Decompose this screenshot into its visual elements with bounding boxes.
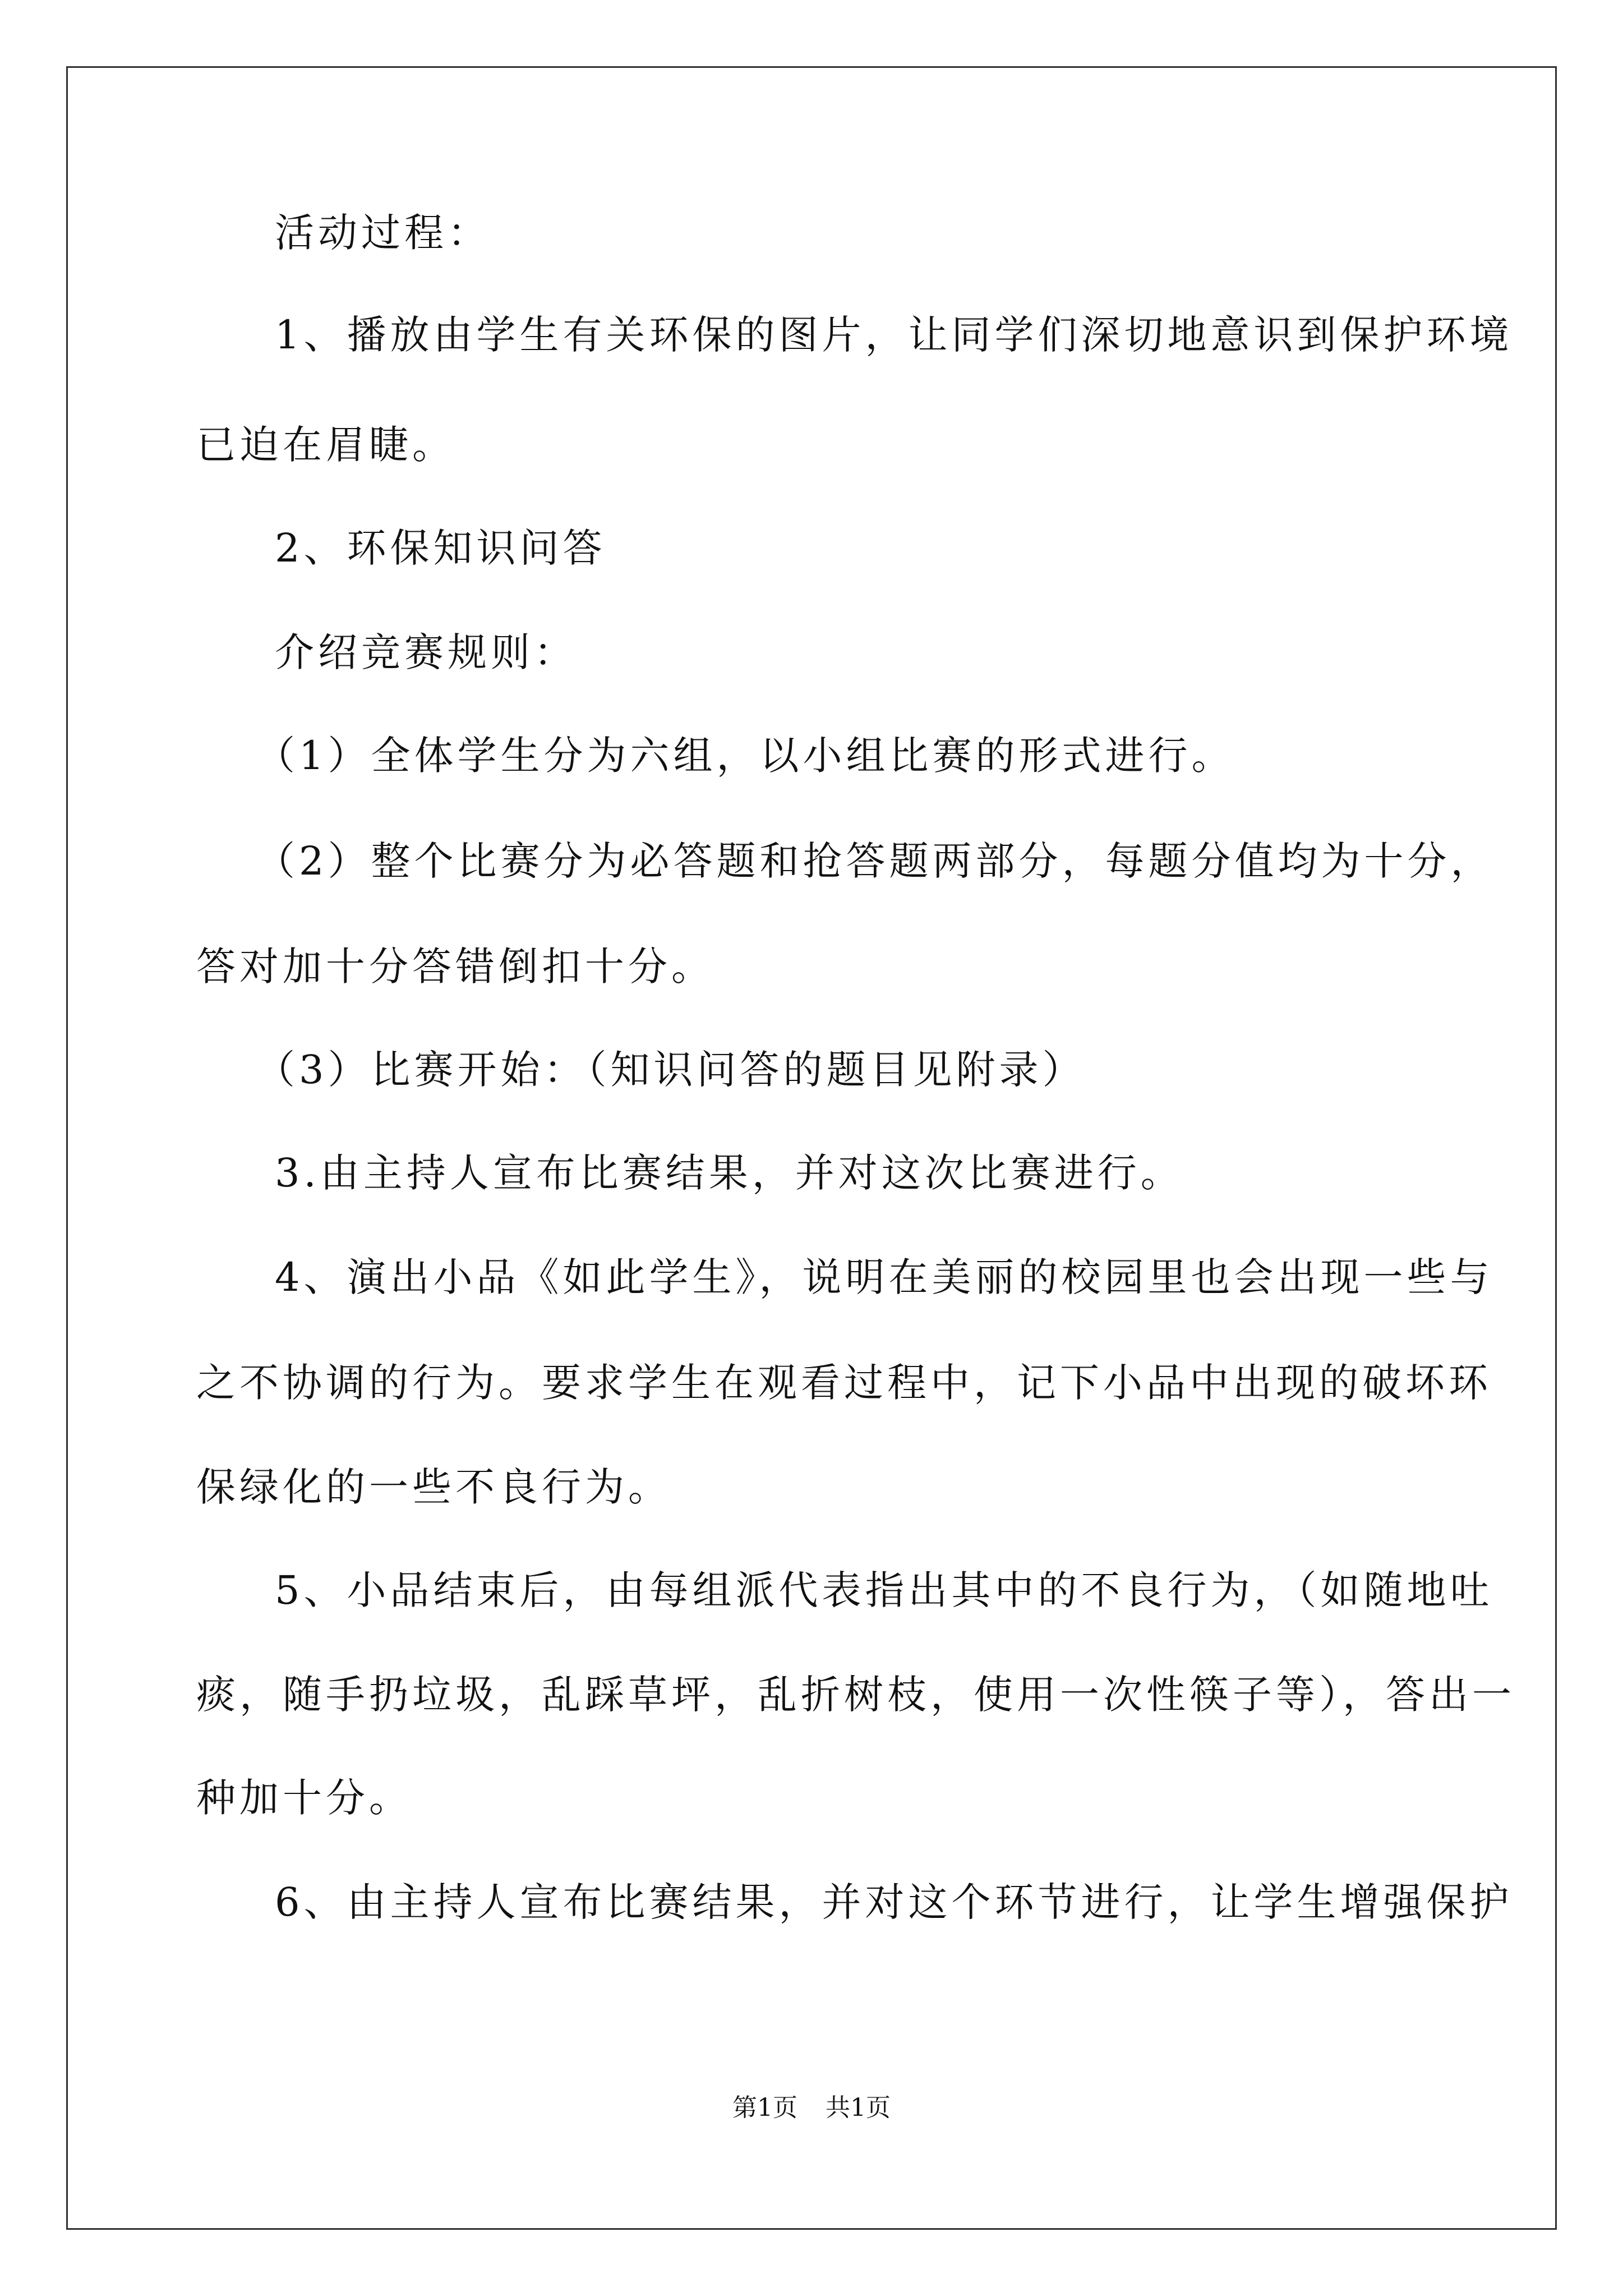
text-line: 种加十分。 <box>196 1775 412 1821</box>
text-line: 4、演出小品《如此学生》，说明在美丽的校园里也会出现一些与 <box>275 1254 1493 1300</box>
text-line: 已迫在眉睫。 <box>196 422 455 468</box>
text-line: （1）全体学生分为六组，以小组比赛的形式进行。 <box>256 733 1235 779</box>
text-line: 痰，随手扔垃圾，乱踩草坪，乱折树枝，使用一次性筷子等），答出一 <box>196 1672 1515 1718</box>
text-line: 答对加十分答错倒扣十分。 <box>196 944 714 990</box>
text-line: 1、播放由学生有关环保的图片，让同学们深切地意识到保护环境 <box>275 312 1513 358</box>
text-line: （3）比赛开始：（知识问答的题目见附录） <box>256 1047 1086 1093</box>
text-line: （2）整个比赛分为必答题和抢答题两部分，每题分值均为十分， <box>256 838 1494 884</box>
page-footer <box>0 2093 1623 2122</box>
page-total: 共1页 <box>826 2093 891 2122</box>
page-number: 第1页 <box>732 2093 797 2122</box>
text-line: 3.由主持人宣布比赛结果，并对这次比赛进行。 <box>275 1150 1184 1196</box>
text-line: 保绿化的一些不良行为。 <box>196 1464 671 1510</box>
text-line: 介绍竞赛规则： <box>275 629 577 675</box>
text-line: 2、环保知识问答 <box>275 525 606 571</box>
text-line: 活动过程： <box>275 210 491 256</box>
text-line: 6、由主持人宣布比赛结果，并对这个环节进行，让学生增强保护 <box>275 1879 1513 1925</box>
text-line: 之不协调的行为。要求学生在观看过程中，记下小品中出现的破坏环 <box>196 1360 1492 1406</box>
text-line: 5、小品结束后，由每组派代表指出其中的不良行为，（如随地吐 <box>275 1567 1493 1613</box>
